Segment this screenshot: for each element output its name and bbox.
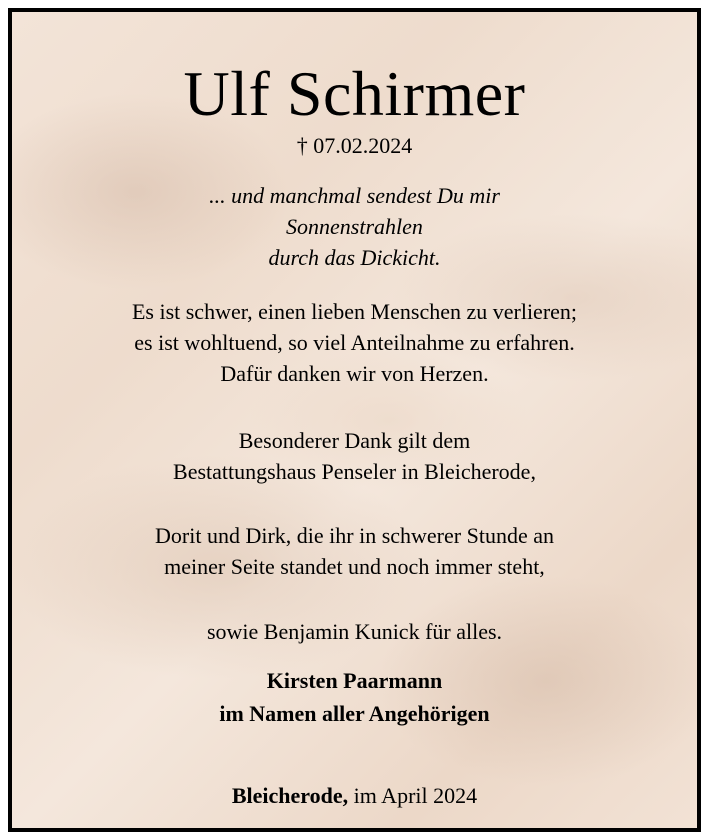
paragraph-line: Dafür danken wir von Herzen.: [220, 361, 489, 386]
poem-line: durch das Dickicht.: [268, 245, 441, 270]
thanks-paragraph: [12, 296, 697, 389]
signature-block: [12, 664, 697, 730]
poem-line: Sonnenstrahlen: [286, 214, 423, 239]
paragraph-line: es ist wohltuend, so viel Anteilnahme zu erfahren.: [134, 330, 575, 355]
signer-role: im Namen aller Angehörigen: [219, 701, 490, 726]
personal-thanks-paragraph: [12, 520, 697, 582]
paragraph-line: Dorit und Dirk, die ihr in schwerer Stunde an: [155, 523, 554, 548]
deceased-name: Ulf Schirmer: [183, 58, 526, 129]
place-and-date: [12, 782, 697, 810]
death-date: † 07.02.2024: [296, 133, 413, 158]
special-thanks-paragraph: [12, 425, 697, 487]
poem-line: ... und manchmal sendest Du mir: [209, 183, 500, 208]
paragraph-line: meiner Seite standet und noch immer steht,: [164, 554, 545, 579]
closing-date: im April 2024: [348, 783, 478, 808]
paragraph-line: Bestattungshaus Penseler in Bleicherode,: [173, 459, 536, 484]
paragraph-line: Es ist schwer, einen lieben Menschen zu verlieren;: [131, 299, 578, 324]
signer-name: Kirsten Paarmann: [266, 668, 443, 693]
poem-quote: [12, 180, 697, 273]
paragraph-line: Besonderer Dank gilt dem: [238, 428, 471, 453]
obituary-notice: [8, 8, 701, 832]
closing-place: Bleicherode,: [231, 783, 349, 808]
final-thanks-line: sowie Benjamin Kunick für alles.: [206, 619, 503, 644]
